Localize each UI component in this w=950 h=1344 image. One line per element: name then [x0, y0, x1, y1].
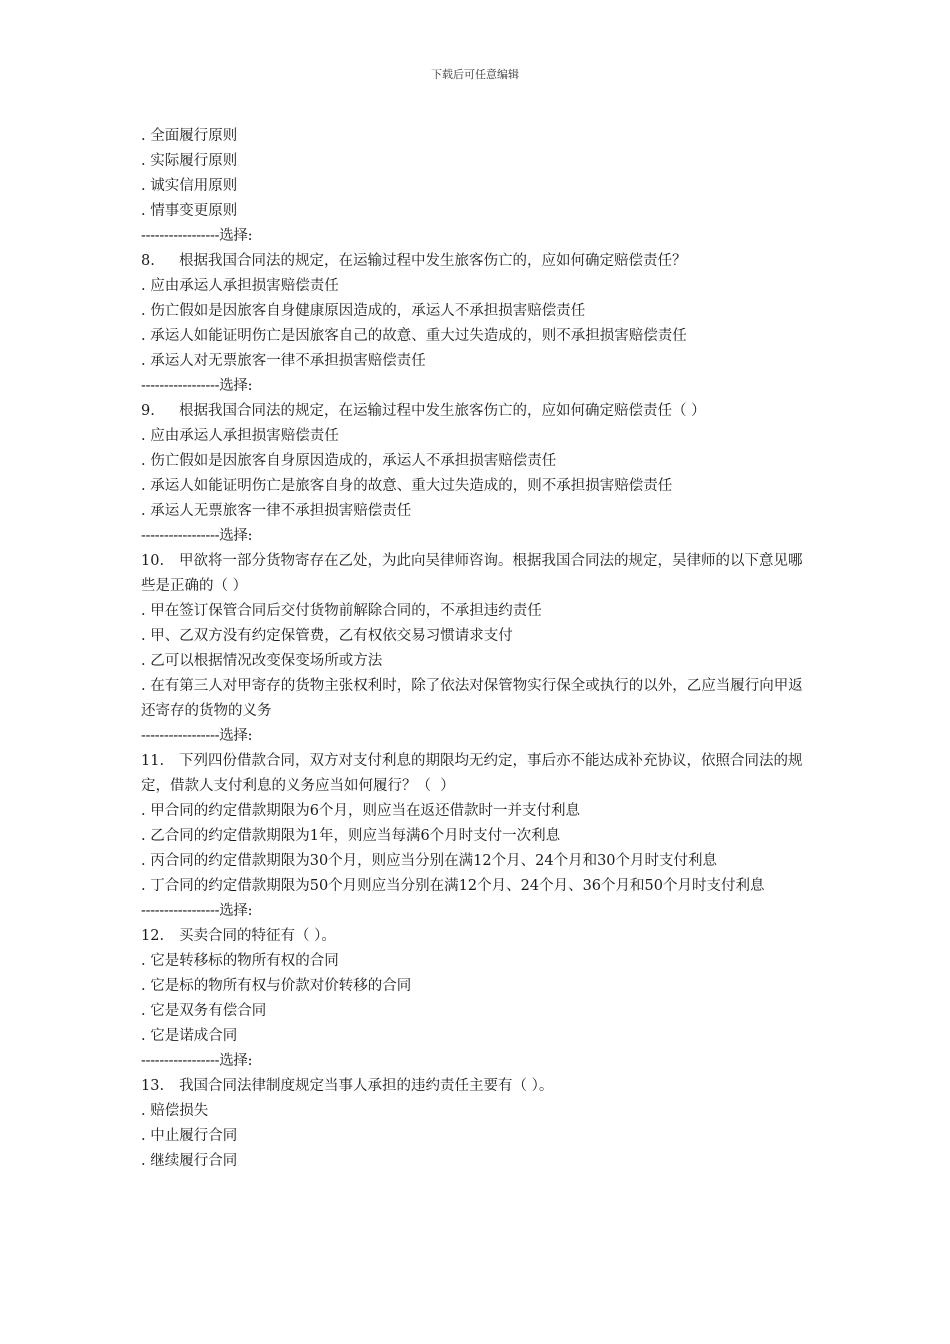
- question-text: 我国合同法律制度规定当事人承担的违约责任主要有（ ）。: [179, 1078, 554, 1094]
- option-item: . 继续履行合同: [141, 1153, 238, 1169]
- answer-separator: -----------------选择:: [141, 228, 253, 244]
- question-number: 8.: [141, 253, 155, 269]
- option-item: . 它是双务有偿合同: [141, 1003, 267, 1019]
- option-item: . 伤亡假如是因旅客自身原因造成的，承运人不承担损害赔偿责任: [141, 453, 557, 469]
- option-item: . 承运人无票旅客一律不承担损害赔偿责任: [141, 503, 412, 519]
- question-10: [141, 549, 813, 599]
- question-text: 根据我国合同法的规定，在运输过程中发生旅客伤亡的，应如何确定赔偿责任？: [179, 253, 687, 269]
- question-13: [141, 1074, 813, 1099]
- option-item: . 应由承运人承担损害赔偿责任: [141, 278, 339, 294]
- question-8: [141, 249, 813, 274]
- option-item: . 它是诺成合同: [141, 1028, 238, 1044]
- page-header: 下载后可任意编辑: [431, 68, 519, 81]
- option-item: . 实际履行原则: [141, 153, 238, 169]
- question-text: 根据我国合同法的规定，在运输过程中发生旅客伤亡的，应如何确定赔偿责任（ ）: [179, 403, 706, 419]
- option-item: . 丙合同的约定借款期限为30个月，则应当分别在满12个月、24个月和30个月时支付利息: [141, 853, 718, 869]
- question-text: 买卖合同的特征有（ ）。: [179, 928, 336, 944]
- answer-separator: -----------------选择:: [141, 903, 253, 919]
- option-item: . 情事变更原则: [141, 203, 238, 219]
- option-item: . 甲、乙双方没有约定保管费，乙有权依交易习惯请求支付: [141, 628, 513, 644]
- question-number: 11.: [141, 753, 165, 769]
- answer-separator: -----------------选择:: [141, 1053, 253, 1069]
- option-item: . 伤亡假如是因旅客自身健康原因造成的，承运人不承担损害赔偿责任: [141, 303, 586, 319]
- question-number: 12.: [141, 928, 165, 944]
- question-9: [141, 399, 813, 424]
- option-item: . 承运人对无票旅客一律不承担损害赔偿责任: [141, 353, 426, 369]
- option-item: . 在有第三人对甲寄存的货物主张权利时，除了依法对保管物实行保全或执行的以外，乙应当履行向甲返还寄存的货物的义务: [141, 678, 803, 719]
- option-item: . 全面履行原则: [141, 128, 238, 144]
- question-number: 13.: [141, 1078, 165, 1094]
- option-item: . 乙可以根据情况改变保变场所或方法: [141, 653, 383, 669]
- question-11: [141, 749, 813, 799]
- option-item: . 它是转移标的物所有权的合同: [141, 953, 339, 969]
- option-item: . 承运人如能证明伤亡是旅客自身的故意、重大过失造成的，则不承担损害赔偿责任: [141, 478, 673, 494]
- option-item: . 赔偿损失: [141, 1103, 209, 1119]
- option-item: . 中止履行合同: [141, 1128, 238, 1144]
- option-item: . 承运人如能证明伤亡是因旅客自己的故意、重大过失造成的，则不承担损害赔偿责任: [141, 328, 687, 344]
- question-text: 甲欲将一部分货物寄存在乙处，为此向吴律师咨询。根据我国合同法的规定，吴律师的以下意见哪些是正确的（ ）: [141, 553, 803, 594]
- option-item: . 诚实信用原则: [141, 178, 238, 194]
- answer-separator: -----------------选择:: [141, 528, 253, 544]
- option-item: . 应由承运人承担损害赔偿责任: [141, 428, 339, 444]
- option-item: . 它是标的物所有权与价款对价转移的合同: [141, 978, 412, 994]
- document-body: [141, 124, 813, 1174]
- answer-separator: -----------------选择:: [141, 378, 253, 394]
- option-item: . 丁合同的约定借款期限为50个月则应当分别在满12个月、24个月、36个月和50个月时支付利息: [141, 878, 765, 894]
- question-12: [141, 924, 813, 949]
- option-item: . 甲合同的约定借款期限为6个月，则应当在返还借款时一并支付利息: [141, 803, 580, 819]
- question-number: 9.: [141, 403, 155, 419]
- option-item: . 甲在签订保管合同后交付货物前解除合同的，不承担违约责任: [141, 603, 542, 619]
- option-item: . 乙合同的约定借款期限为1年，则应当每满6个月时支付一次利息: [141, 828, 561, 844]
- question-number: 10.: [141, 553, 165, 569]
- question-text: 下列四份借款合同，双方对支付利息的期限均无约定，事后亦不能达成补充协议，依照合同法的规定，借款人支付利息的义务应当如何履行？（ ）: [141, 753, 803, 794]
- answer-separator: -----------------选择:: [141, 728, 253, 744]
